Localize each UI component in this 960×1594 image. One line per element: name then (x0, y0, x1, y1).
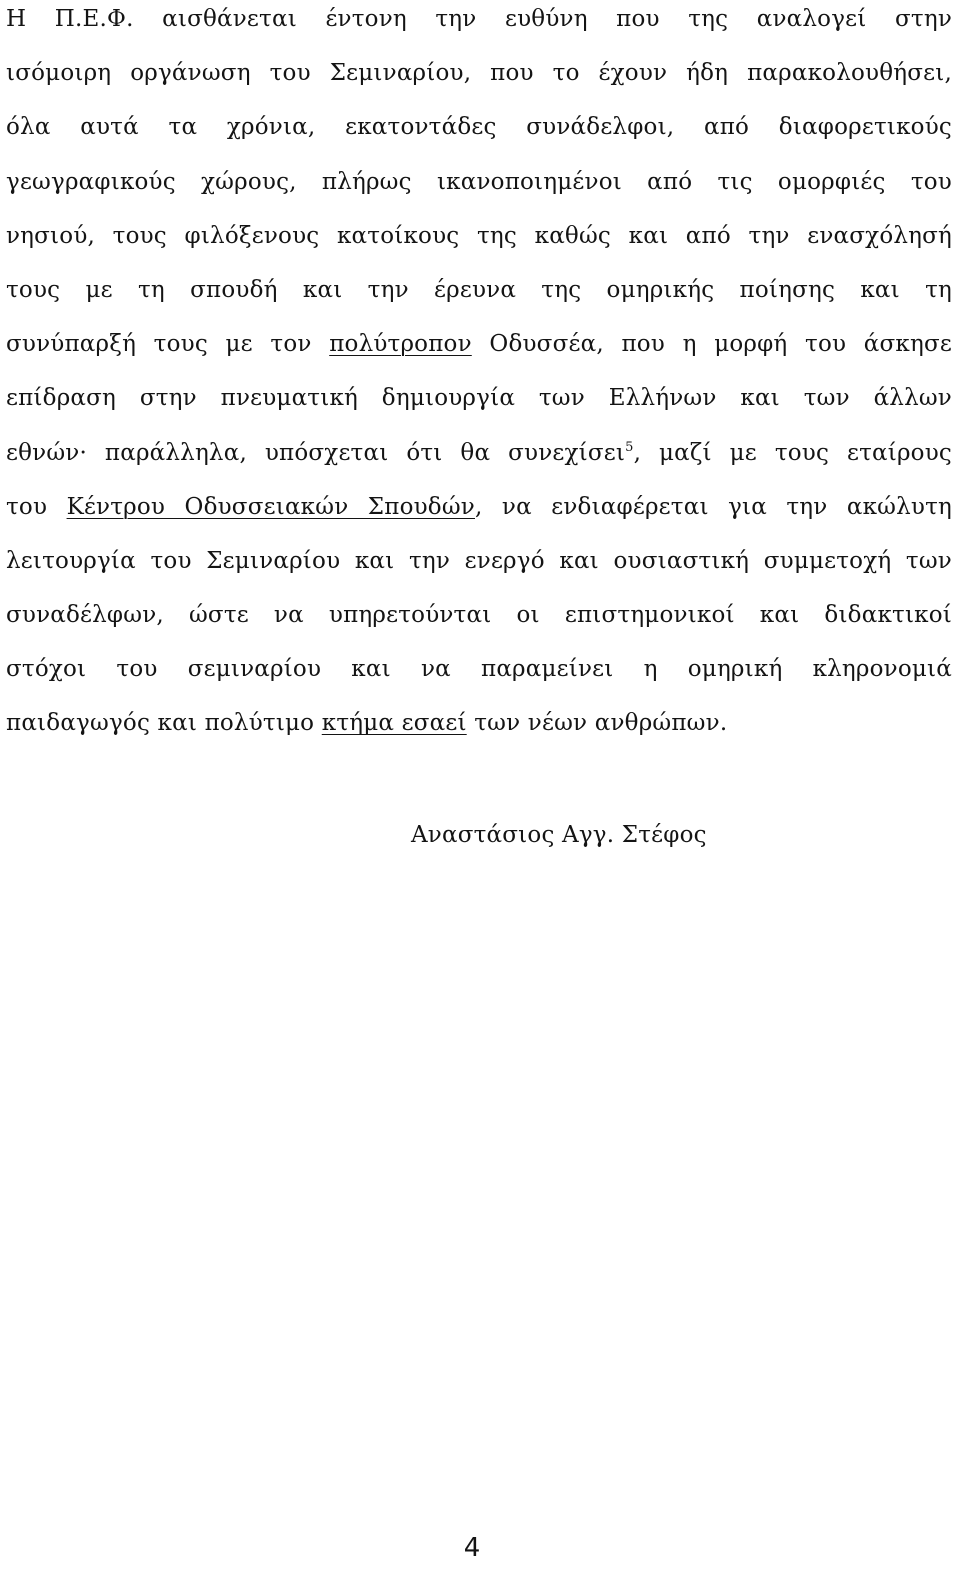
paragraph-line: τους με τη σπουδή και την έρευνα της ομηρικής ποίησης και τη (6, 276, 952, 303)
line-text: Οδυσσέα, που η μορφή του άσκησε (471, 331, 953, 358)
link-odyssey-studies-center[interactable]: Κέντρου Οδυσσειακών Σπουδών (66, 493, 475, 520)
body-paragraph (6, 0, 952, 751)
paragraph-line (6, 480, 952, 534)
page-number: 4 (463, 1533, 481, 1563)
line-text: συνύπαρξή τους με τον (6, 331, 330, 358)
paragraph-line: συναδέλφων, ώστε να υπηρετούνται οι επιστημονικοί και διδακτικοί (6, 602, 952, 629)
line-text: , μαζί με τους εταίρους (633, 439, 952, 466)
line-text: παιδαγωγός και πολύτιμο (6, 710, 322, 737)
paragraph-line: επίδραση στην πνευματική δημιουργία των Ελλήνων και των άλλων (6, 385, 952, 412)
line-text: του (6, 493, 67, 520)
paragraph-line (6, 317, 952, 371)
paragraph-line: γεωγραφικούς χώρους, πλήρως ικανοποιημένοι από τις ομορφιές του (6, 168, 952, 195)
paragraph-line: στόχοι του σεμιναρίου και να παραμείνει η ομηρική κληρονομιά (6, 656, 952, 683)
line-text: εθνών· παράλληλα, υπόσχεται ότι θα συνεχίσει (6, 439, 626, 466)
line-text: των νέων ανθρώπων. (466, 710, 728, 737)
paragraph-line: Η Π.Ε.Φ. αισθάνεται έντονη την ευθύνη που της αναλογεί στην (6, 6, 952, 32)
paragraph-line (6, 696, 952, 750)
line-text: , να ενδιαφέρεται για την ακώλυτη (475, 493, 952, 520)
author-signature: Αναστάσιος Αγγ. Στέφος (411, 822, 707, 848)
footnote-marker[interactable]: 5 (625, 439, 634, 455)
paragraph-line: νησιού, τους φιλόξενους κατοίκους της καθώς και από την ενασχόλησή (6, 222, 952, 249)
paragraph-line: ισόμοιρη οργάνωση του Σεμιναρίου, που το έχουν ήδη παρακολουθήσει, (6, 60, 952, 87)
paragraph-line: όλα αυτά τα χρόνια, εκατοντάδες συνάδελφοι, από διαφορετικούς (6, 114, 952, 141)
link-polytropon[interactable]: πολύτροπον (329, 331, 472, 358)
paragraph-line: λειτουργία του Σεμιναρίου και την ενεργό και ουσιαστική συμμετοχή των (6, 547, 952, 574)
link-ktima-esaei[interactable]: κτήμα εσαεί (321, 710, 467, 737)
paragraph-line (6, 426, 952, 480)
